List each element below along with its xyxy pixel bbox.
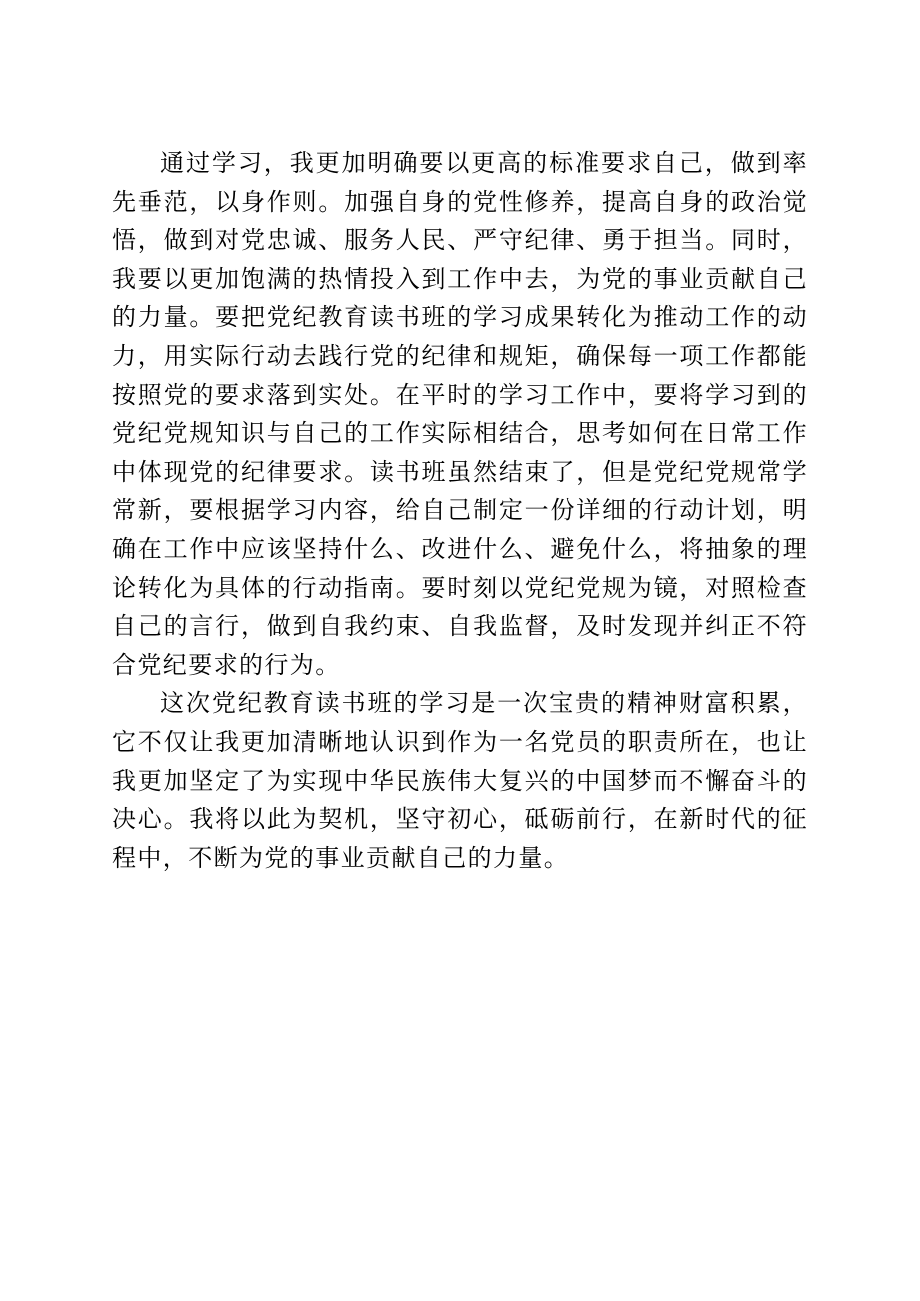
paragraph-2: 这次党纪教育读书班的学习是一次宝贵的精神财富积累，它不仅让我更加清晰地认识到作为一名党员的职责所在，也让我更加坚定了为实现中华民族伟大复兴的中国梦而不懈奋斗的决心。我将以此为契机，坚守初心，砥砺前行，在新时代的征程中，不断为党的事业贡献自己的力量。 — [112, 689, 808, 872]
paragraph-1: 通过学习，我更加明确要以更高的标准要求自己，做到率先垂范，以身作则。加强自身的党性修养，提高自身的政治觉悟，做到对党忠诚、服务人民、严守纪律、勇于担当。同时，我要以更加饱满的热情投入到工作中去，为党的事业贡献自己的力量。要把党纪教育读书班的学习成果转化为推动工作的动力，用实际行动去践行党的纪律和规矩，确保每一项工作都能按照党的要求落到实处。在平时的学习工作中，要将学习到的党纪党规知识与自己的工作实际相结合，思考如何在日常工作中体现党的纪律要求。读书班虽然结束了，但是党纪党规常学常新，要根据学习内容，给自己制定一份详细的行动计划，明确在工作中应该坚持什么、改进什么、避免什么，将抽象的理论转化为具体的行动指南。要时刻以党纪党规为镜，对照检查自己的言行，做到自我约束、自我监督，及时发现并纠正不符合党纪要求的行为。 — [112, 149, 808, 679]
document-body — [112, 144, 808, 877]
